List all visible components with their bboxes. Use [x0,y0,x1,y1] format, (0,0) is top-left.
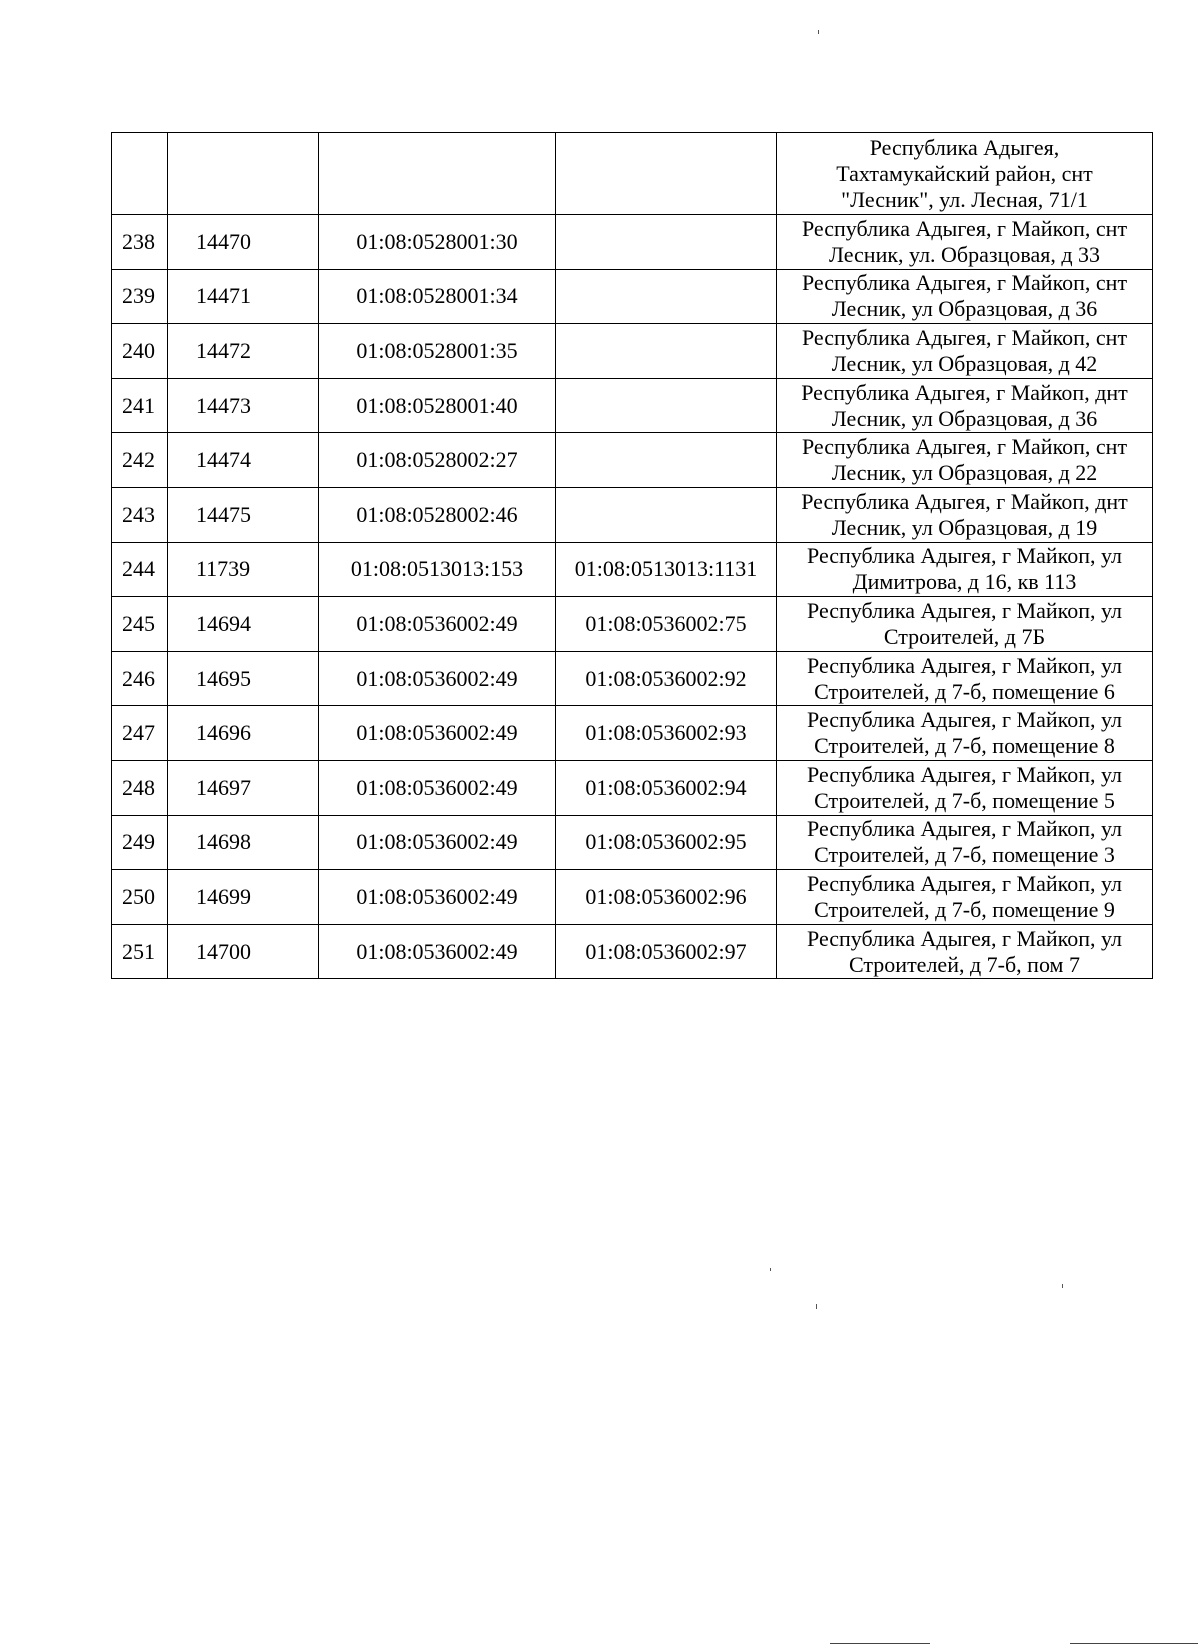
row-number-cell [112,133,168,215]
object-cadastral-number-cell: 01:08:0536002:95 [556,815,777,870]
record-id-cell: 14696 [168,706,319,761]
record-id-cell: 14472 [168,324,319,379]
address-cell: Республика Адыгея, г Майкоп, снт Лесник, ул Образцовая, д 36 [777,269,1153,324]
scan-speck [1062,1284,1063,1288]
land-cadastral-number-cell: 01:08:0536002:49 [319,870,556,925]
land-cadastral-number-cell: 01:08:0528001:30 [319,215,556,270]
land-cadastral-number-cell: 01:08:0528001:34 [319,269,556,324]
table-row [112,487,1153,542]
address-cell: Республика Адыгея, г Майкоп, днт Лесник, ул Образцовая, д 19 [777,487,1153,542]
registry-table-body [112,133,1153,979]
record-id-cell: 14470 [168,215,319,270]
land-cadastral-number-cell: 01:08:0513013:153 [319,542,556,597]
object-cadastral-number-cell: 01:08:0513013:1131 [556,542,777,597]
land-cadastral-number-cell: 01:08:0536002:49 [319,760,556,815]
scan-speck [818,30,819,34]
table-row [112,133,1153,215]
record-id-cell: 14699 [168,870,319,925]
address-cell: Республика Адыгея, г Майкоп, ул Димитрова, д 16, кв 113 [777,542,1153,597]
row-number-cell: 247 [112,706,168,761]
object-cadastral-number-cell [556,269,777,324]
row-number-cell: 244 [112,542,168,597]
row-number-cell: 243 [112,487,168,542]
record-id-cell: 14475 [168,487,319,542]
table-row [112,378,1153,433]
record-id-cell: 14700 [168,924,319,979]
land-cadastral-number-cell: 01:08:0536002:49 [319,815,556,870]
table-row [112,542,1153,597]
row-number-cell: 248 [112,760,168,815]
land-cadastral-number-cell: 01:08:0528002:27 [319,433,556,488]
object-cadastral-number-cell [556,133,777,215]
land-cadastral-number-cell [319,133,556,215]
table-row [112,597,1153,652]
row-number-cell: 245 [112,597,168,652]
record-id-cell: 14695 [168,651,319,706]
object-cadastral-number-cell: 01:08:0536002:96 [556,870,777,925]
object-cadastral-number-cell: 01:08:0536002:97 [556,924,777,979]
address-cell: Республика Адыгея, г Майкоп, ул Строителей, д 7-б, помещение 6 [777,651,1153,706]
table-row [112,324,1153,379]
table-row [112,924,1153,979]
object-cadastral-number-cell [556,487,777,542]
object-cadastral-number-cell [556,324,777,379]
scan-speck [770,1268,771,1271]
row-number-cell: 250 [112,870,168,925]
object-cadastral-number-cell [556,378,777,433]
object-cadastral-number-cell [556,433,777,488]
row-number-cell: 238 [112,215,168,270]
record-id-cell: 14694 [168,597,319,652]
table-row [112,760,1153,815]
address-cell: Республика Адыгея, г Майкоп, ул Строителей, д 7-б, помещение 8 [777,706,1153,761]
table-row [112,651,1153,706]
address-cell: Республика Адыгея, г Майкоп, снт Лесник, ул Образцовая, д 22 [777,433,1153,488]
record-id-cell: 14473 [168,378,319,433]
land-cadastral-number-cell: 01:08:0536002:49 [319,924,556,979]
row-number-cell: 242 [112,433,168,488]
record-id-cell [168,133,319,215]
row-number-cell: 246 [112,651,168,706]
object-cadastral-number-cell: 01:08:0536002:94 [556,760,777,815]
table-row [112,269,1153,324]
land-cadastral-number-cell: 01:08:0536002:49 [319,597,556,652]
record-id-cell: 14697 [168,760,319,815]
address-cell: Республика Адыгея, г Майкоп, снт Лесник, ул. Образцовая, д 33 [777,215,1153,270]
address-cell: Республика Адыгея, г Майкоп, ул Строителей, д 7-б, помещение 3 [777,815,1153,870]
row-number-cell: 240 [112,324,168,379]
row-number-cell: 241 [112,378,168,433]
object-cadastral-number-cell: 01:08:0536002:93 [556,706,777,761]
scan-speck [816,1304,817,1309]
address-cell: Республика Адыгея, г Майкоп, днт Лесник, ул Образцовая, д 36 [777,378,1153,433]
address-cell: Республика Адыгея, г Майкоп, ул Строителей, д 7-б, помещение 9 [777,870,1153,925]
registry-table [111,132,1153,979]
record-id-cell: 14471 [168,269,319,324]
table-row [112,215,1153,270]
record-id-cell: 14698 [168,815,319,870]
table-row [112,815,1153,870]
address-cell: Республика Адыгея, г Майкоп, ул Строителей, д 7Б [777,597,1153,652]
scan-edge-line [830,1643,930,1644]
land-cadastral-number-cell: 01:08:0528001:35 [319,324,556,379]
record-id-cell: 14474 [168,433,319,488]
row-number-cell: 251 [112,924,168,979]
land-cadastral-number-cell: 01:08:0536002:49 [319,651,556,706]
address-cell: Республика Адыгея, г Майкоп, ул Строителей, д 7-б, помещение 5 [777,760,1153,815]
table-row [112,870,1153,925]
land-cadastral-number-cell: 01:08:0536002:49 [319,706,556,761]
object-cadastral-number-cell [556,215,777,270]
address-cell: Республика Адыгея, г Майкоп, ул Строителей, д 7-б, пом 7 [777,924,1153,979]
address-cell: Республика Адыгея, Тахтамукайский район, снт "Лесник", ул. Лесная, 71/1 [777,133,1153,215]
address-cell: Республика Адыгея, г Майкоп, снт Лесник, ул Образцовая, д 42 [777,324,1153,379]
record-id-cell: 11739 [168,542,319,597]
land-cadastral-number-cell: 01:08:0528002:46 [319,487,556,542]
object-cadastral-number-cell: 01:08:0536002:75 [556,597,777,652]
object-cadastral-number-cell: 01:08:0536002:92 [556,651,777,706]
scan-edge-line [1070,1643,1198,1644]
table-row [112,706,1153,761]
row-number-cell: 249 [112,815,168,870]
land-cadastral-number-cell: 01:08:0528001:40 [319,378,556,433]
row-number-cell: 239 [112,269,168,324]
table-row [112,433,1153,488]
